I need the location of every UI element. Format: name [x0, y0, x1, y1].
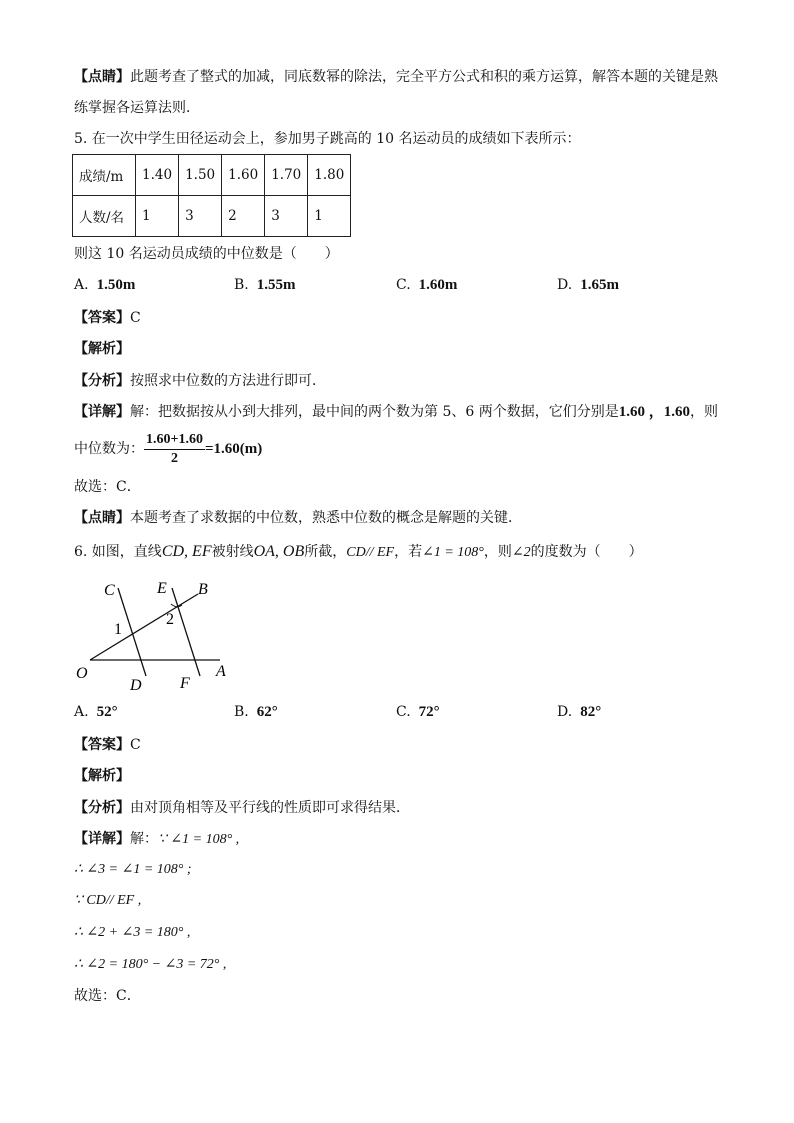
table-row — [73, 196, 351, 237]
answer-tag: 【答案】 — [74, 310, 130, 326]
q6-stem — [74, 542, 643, 563]
label-b: B — [198, 581, 208, 598]
table-header-cell: 成绩/m — [73, 155, 136, 196]
option-letter: D. — [557, 277, 573, 293]
comment-text: 此题考查了整式的加减，同底数幂的除法，完全平方公式和积的乘方运算，解答本题的关键是熟 — [130, 69, 718, 85]
fenxi-tag: 【分析】 — [74, 373, 130, 389]
q6-option-c — [396, 704, 440, 721]
comment-tag: 【点睛】 — [74, 69, 130, 85]
option-letter: A. — [74, 704, 89, 720]
stem-text: 被射线 — [211, 544, 254, 560]
answer-value: C — [130, 310, 141, 326]
q6-option-b — [234, 704, 278, 721]
table-row — [73, 155, 351, 196]
label-o: O — [76, 665, 88, 682]
q5-choose: 故选：C． — [74, 479, 141, 495]
label-angle-1: 1 — [114, 621, 122, 638]
detail-values: 1.60 ，1.60 — [618, 404, 690, 420]
option-value: 72° — [418, 704, 440, 720]
detail-tag: 【详解】 — [74, 404, 130, 420]
detail-pre: 解： — [130, 831, 158, 847]
proof-step: ∴ ∠3 = ∠1 = 108° ; — [74, 862, 192, 877]
table-cell: 1.80 — [308, 155, 351, 196]
q5-detail-line1 — [74, 402, 718, 422]
fenxi-text: 由对顶角相等及平行线的性质即可求得结果． — [130, 800, 410, 816]
label-angle-2: 2 — [166, 611, 174, 628]
line-cd — [118, 588, 146, 676]
table-cell: 1.70 — [265, 155, 308, 196]
fraction-result: =1.60(m) — [204, 441, 263, 457]
stem-text: ，则 — [483, 544, 512, 560]
table-cell: 1.60 — [222, 155, 265, 196]
q5-analysis-tag: 【解析】 — [74, 341, 130, 357]
proof-step: ∴ ∠2 = 180° − ∠3 = 72° , — [74, 957, 227, 972]
fraction-denominator: 2 — [170, 450, 178, 466]
detail-text: 解：把数据按从小到大排列，最中间的两个数为第 5、6 两个数据，它们分别是 — [130, 404, 619, 420]
option-letter: A. — [74, 277, 89, 293]
comment-text: 本题考查了求数据的中位数，熟悉中位数的概念是解题的关键． — [130, 510, 522, 526]
stem-math: ∠2 — [511, 545, 531, 560]
q6-detail-line — [74, 829, 239, 850]
option-value: 82° — [580, 704, 602, 720]
q5-option-b — [234, 277, 296, 294]
option-letter: C. — [396, 704, 411, 720]
label-a: A — [216, 663, 226, 680]
label-e: E — [157, 580, 167, 597]
option-value: 1.60m — [418, 277, 458, 293]
table-cell: 2 — [222, 196, 265, 237]
q4-comment-line2: 练掌握各运算法则． — [74, 100, 200, 116]
q6-option-a — [74, 704, 118, 721]
detail-tag: 【详解】 — [74, 831, 130, 847]
table-cell: 1.40 — [136, 155, 179, 196]
geometry-figure — [70, 572, 250, 697]
table-cell: 1 — [308, 196, 351, 237]
stem-text: ，若 — [394, 544, 423, 560]
option-letter: B. — [234, 277, 249, 293]
stem-math: ∠1 = 108° — [422, 545, 484, 560]
stem-text: 所截， — [304, 544, 347, 560]
q6-answer — [74, 735, 141, 755]
fraction-numerator: 1.60+1.60 — [144, 431, 205, 450]
ray-ob — [90, 594, 198, 660]
label-d: D — [130, 677, 142, 694]
answer-tag: 【答案】 — [74, 737, 130, 753]
proof-step: ∵ ∠1 = 108° , — [158, 832, 240, 847]
stem-math: OA, OB — [253, 543, 305, 560]
q5-answer — [74, 308, 141, 328]
q6-option-d — [557, 704, 601, 721]
q5-fenxi — [74, 371, 326, 391]
median-fraction — [144, 431, 205, 468]
q5-option-a — [74, 277, 135, 294]
fenxi-text: 按照求中位数的方法进行即可． — [130, 373, 326, 389]
q5-comment — [74, 508, 522, 528]
option-value: 1.55m — [256, 277, 296, 293]
table-cell: 1.50 — [179, 155, 222, 196]
table-header-cell: 人数/名 — [73, 196, 136, 237]
proof-step: ∴ ∠2 + ∠3 = 180° , — [74, 925, 191, 940]
q5-option-d — [557, 277, 619, 294]
option-letter: C. — [396, 277, 411, 293]
q4-comment-line1 — [74, 67, 718, 87]
option-value: 1.65m — [580, 277, 619, 293]
q5-question: 则这 10 名运动员成绩的中位数是（ ） — [74, 246, 339, 262]
table-cell: 3 — [265, 196, 308, 237]
detail-end: ，则 — [689, 404, 718, 420]
table-cell: 3 — [179, 196, 222, 237]
q5-option-c — [396, 277, 457, 294]
option-letter: B. — [234, 704, 249, 720]
comment-tag: 【点睛】 — [74, 510, 130, 526]
fenxi-tag: 【分析】 — [74, 800, 130, 816]
stem-text: 的度数为（ ） — [530, 544, 643, 560]
proof-step: ∵ CD// EF , — [74, 893, 142, 908]
table-cell: 1 — [136, 196, 179, 237]
q5-detail-line2 — [74, 430, 262, 468]
q6-choose: 故选：C． — [74, 988, 141, 1004]
option-value: 62° — [256, 704, 278, 720]
option-letter: D. — [557, 704, 573, 720]
q5-stem: 5. 在一次中学生田径运动会上，参加男子跳高的 10 名运动员的成绩如下表所示： — [74, 131, 581, 147]
q6-analysis-tag: 【解析】 — [74, 768, 130, 784]
stem-text: 6. 如图，直线 — [74, 544, 162, 560]
option-value: 52° — [96, 704, 118, 720]
answer-value: C — [130, 737, 141, 753]
score-table — [72, 154, 351, 237]
stem-math: CD, EF — [161, 543, 212, 560]
detail-median-label: 中位数为： — [74, 441, 144, 457]
label-f: F — [180, 675, 190, 692]
stem-math: CD// EF — [346, 545, 395, 560]
option-value: 1.50m — [96, 277, 136, 293]
q6-fenxi — [74, 798, 410, 818]
label-c: C — [104, 582, 115, 599]
